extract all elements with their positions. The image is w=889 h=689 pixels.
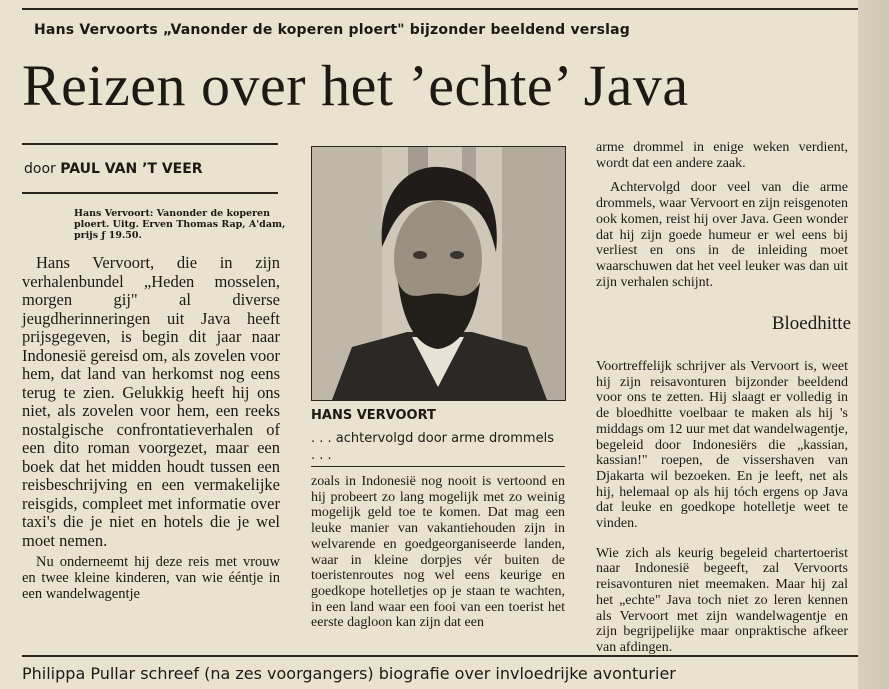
byline — [24, 161, 203, 177]
top-rule — [22, 8, 858, 10]
photo-caption-text: . . . achtervolgd door arme drommels . . . — [311, 431, 554, 463]
headline: Reizen over het ’echte’ Java — [22, 53, 689, 118]
byline-author: PAUL VAN ’T VEER — [60, 161, 203, 177]
photo-caption-name: HANS VERVOORT — [311, 408, 436, 423]
column-3-bottom — [596, 345, 848, 670]
column-3-paragraph: Achtervolgd door veel van die arme drommels, waar Vervoort en zijn reisgenoten ook komen, reist hij over Java. Geen wonder dat hij zijn goede humeur er wel eens bij verliest en ons in de inleiding moet waarschuwen dat het veel leuker was dan uit zijn verhalen schijnt. — [596, 180, 848, 290]
subheading: Bloedhitte — [771, 313, 851, 334]
column-3-paragraph: Wie zich als keurig begeleid chartertoerist naar Indonesië begeeft, zal Vervoorts reisavonturen niet meemaken. Maar hij zal het „echte" Java toch niet zo leren kennen als Vervoort met zijn wandelwagentje en zijn begrijpelijke maar onpraktische afkeer van afdingen. — [596, 545, 848, 655]
byline-rule-top — [22, 143, 278, 145]
column-3-top — [596, 140, 848, 290]
column-3-paragraph: Voortreffelijk schrijver als Vervoort is, weet hij zijn reisavonturen bijzonder beeldend voor ons te zetten. Hij slaagt er volledig in de bloedhitte voelbaar te maken als hij 's middags om 12 uur met dat wandelwagentje, begeleid door Indonesiërs die „kassian, kassian!" roepen, de vissershaven van Djakarta wil bezoeken. En je leeft, net als hij, helemaal op als hij tóch ergens op Java dat leuke en goedkope hotelletje weet te vinden. — [596, 359, 848, 532]
column-2-paragraph: zoals in Indonesië nog nooit is vertoond en hij probeert zo lang mogelijk met zo weinig mogelijk geld toe te komen. Dat mag een leuke manier van vakantiehouden zijn in welvarende en goedgeorganiseerde landen, waar in kleine dorpjes vér buiten de toeristenroutes nog wel eens keurige en goedkope hotelletjes op je staan te wachten, in een land waar een fooi van een toerist het eerste dagloon kan zijn dat een — [311, 474, 565, 631]
book-info: Hans Vervoort: Vanonder de koperen ploert. Uitg. Erven Thomas Rap, A'dam, prijs ƒ 19.50. — [74, 208, 286, 241]
byline-rule-bottom — [22, 192, 278, 194]
column-1-paragraph: Nu onderneemt hij deze reis met vrouw en twee kleine kinderen, van wie ééntje in een wandelwagentje — [22, 554, 280, 602]
author-portrait-icon — [312, 147, 565, 400]
column-3-paragraph: arme drommel in enige weken verdient, wordt dat een andere zaak. — [596, 140, 848, 171]
column-2 — [311, 474, 565, 631]
column-1-paragraph: Hans Vervoort, die in zijn verhalenbundel „Heden mosselen, morgen gij" al diverse jeugdherinneringen uit Java heeft prijsgegeven, is begin dit jaar naar Indonesië gereisd om, als zovelen voor hem, dat land van herkomst nog eens terug te zien. Gelukkig heeft hij ons niet, als zovelen voor hem, een reeks nostalgische confrontatieverhalen of een dito roman voorgezet, maar een boek dat het midden houdt tussen een reisbeschrijving en een vermakelijke reisgids, compleet met informatie over taxi's die je niet en hotels die je wel moet nemen. — [22, 253, 280, 550]
next-article-headline: Philippa Pullar schreef (na zes voorgangers) biografie over invloedrijke avonturier — [22, 664, 676, 683]
byline-prefix: door — [24, 161, 56, 177]
adjacent-page-edge — [858, 0, 889, 689]
author-photo — [311, 146, 566, 401]
column-1 — [22, 254, 280, 602]
kicker-line: Hans Vervoorts „Vanonder de koperen ploert" bijzonder beeldend verslag — [34, 22, 630, 38]
caption-rule — [311, 466, 565, 467]
footer-rule — [22, 655, 858, 657]
